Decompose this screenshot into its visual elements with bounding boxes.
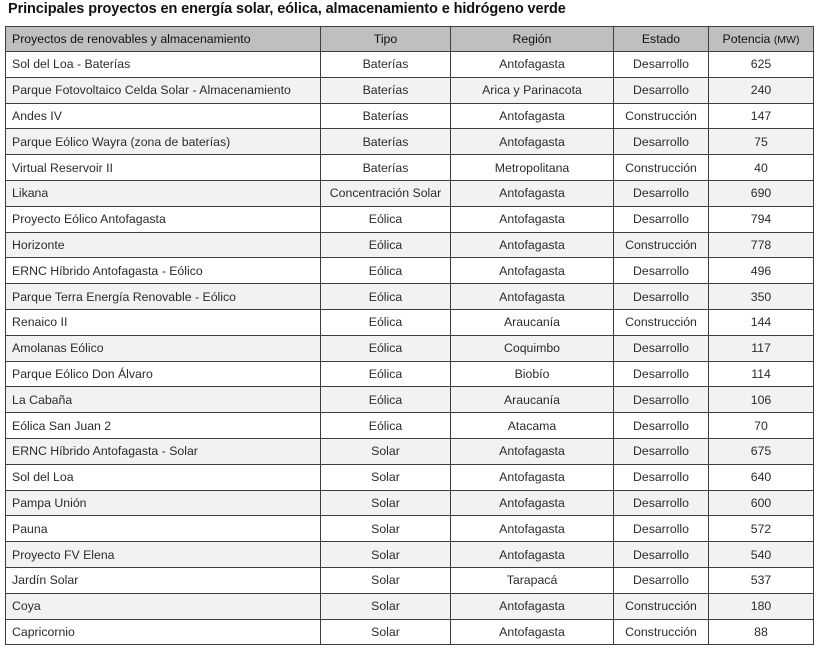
cell-project-name: Coya (6, 593, 321, 619)
projects-table-container (5, 26, 813, 645)
table-row[interactable] (6, 103, 814, 129)
table-row[interactable] (6, 232, 814, 258)
cell-project-power: 794 (709, 206, 814, 232)
cell-project-name: Pauna (6, 516, 321, 542)
cell-project-name: Parque Fotovoltaico Celda Solar - Almacenamiento (6, 77, 321, 103)
cell-project-type: Solar (321, 567, 451, 593)
cell-project-state: Desarrollo (614, 567, 709, 593)
cell-project-region: Metropolitana (451, 155, 614, 181)
cell-project-name: Proyecto FV Elena (6, 542, 321, 568)
cell-project-type: Eólica (321, 335, 451, 361)
table-row[interactable] (6, 619, 814, 645)
cell-project-type: Solar (321, 593, 451, 619)
cell-project-state: Desarrollo (614, 464, 709, 490)
cell-project-region: Antofagasta (451, 438, 614, 464)
cell-project-type: Eólica (321, 284, 451, 310)
table-row[interactable] (6, 361, 814, 387)
cell-project-region: Tarapacá (451, 567, 614, 593)
cell-project-state: Desarrollo (614, 206, 709, 232)
cell-project-name: Parque Terra Energía Renovable - Eólico (6, 284, 321, 310)
cell-project-region: Antofagasta (451, 593, 614, 619)
table-row[interactable] (6, 516, 814, 542)
cell-project-power: 690 (709, 180, 814, 206)
cell-project-power: 572 (709, 516, 814, 542)
cell-project-state: Desarrollo (614, 52, 709, 78)
cell-project-name: Renaico II (6, 309, 321, 335)
cell-project-state: Desarrollo (614, 413, 709, 439)
cell-project-type: Baterías (321, 129, 451, 155)
cell-project-name: Parque Eólico Don Álvaro (6, 361, 321, 387)
cell-project-region: Biobío (451, 361, 614, 387)
cell-project-region: Antofagasta (451, 180, 614, 206)
cell-project-state: Desarrollo (614, 387, 709, 413)
cell-project-type: Eólica (321, 232, 451, 258)
cell-project-name: ERNC Híbrido Antofagasta - Solar (6, 438, 321, 464)
cell-project-type: Baterías (321, 155, 451, 181)
cell-project-name: Pampa Unión (6, 490, 321, 516)
cell-project-name: Sol del Loa - Baterías (6, 52, 321, 78)
cell-project-state: Desarrollo (614, 542, 709, 568)
cell-project-region: Antofagasta (451, 232, 614, 258)
projects-table (5, 26, 814, 645)
cell-project-region: Antofagasta (451, 464, 614, 490)
cell-project-name: Amolanas Eólico (6, 335, 321, 361)
cell-project-power: 240 (709, 77, 814, 103)
cell-project-name: La Cabaña (6, 387, 321, 413)
cell-project-region: Antofagasta (451, 206, 614, 232)
table-row[interactable] (6, 542, 814, 568)
cell-project-name: Eólica San Juan 2 (6, 413, 321, 439)
column-header-power-text: Potencia (722, 32, 774, 46)
table-body (6, 52, 814, 645)
cell-project-region: Araucanía (451, 309, 614, 335)
cell-project-name: Jardín Solar (6, 567, 321, 593)
cell-project-type: Solar (321, 490, 451, 516)
cell-project-type: Eólica (321, 206, 451, 232)
cell-project-state: Construcción (614, 155, 709, 181)
column-header-type[interactable]: Tipo (321, 27, 451, 52)
cell-project-state: Desarrollo (614, 490, 709, 516)
cell-project-region: Antofagasta (451, 516, 614, 542)
cell-project-type: Baterías (321, 77, 451, 103)
cell-project-power: 540 (709, 542, 814, 568)
column-header-state[interactable]: Estado (614, 27, 709, 52)
cell-project-type: Baterías (321, 103, 451, 129)
cell-project-name: Sol del Loa (6, 464, 321, 490)
cell-project-type: Solar (321, 438, 451, 464)
cell-project-power: 778 (709, 232, 814, 258)
cell-project-state: Desarrollo (614, 361, 709, 387)
cell-project-type: Solar (321, 464, 451, 490)
cell-project-state: Desarrollo (614, 180, 709, 206)
cell-project-name: Capricornio (6, 619, 321, 645)
cell-project-region: Antofagasta (451, 129, 614, 155)
cell-project-region: Atacama (451, 413, 614, 439)
cell-project-region: Antofagasta (451, 490, 614, 516)
cell-project-state: Construcción (614, 593, 709, 619)
table-row[interactable] (6, 284, 814, 310)
cell-project-type: Baterías (321, 52, 451, 78)
cell-project-power: 180 (709, 593, 814, 619)
table-row[interactable] (6, 387, 814, 413)
cell-project-state: Desarrollo (614, 516, 709, 542)
cell-project-state: Construcción (614, 232, 709, 258)
cell-project-power: 106 (709, 387, 814, 413)
cell-project-type: Solar (321, 619, 451, 645)
cell-project-power: 144 (709, 309, 814, 335)
cell-project-state: Construcción (614, 103, 709, 129)
cell-project-state: Desarrollo (614, 438, 709, 464)
cell-project-power: 147 (709, 103, 814, 129)
cell-project-state: Desarrollo (614, 129, 709, 155)
table-row[interactable] (6, 593, 814, 619)
table-row[interactable] (6, 438, 814, 464)
cell-project-power: 675 (709, 438, 814, 464)
cell-project-power: 496 (709, 258, 814, 284)
column-header-project[interactable]: Proyectos de renovables y almacenamiento (6, 27, 321, 52)
table-row[interactable] (6, 258, 814, 284)
cell-project-state: Construcción (614, 619, 709, 645)
cell-project-state: Desarrollo (614, 335, 709, 361)
cell-project-name: Likana (6, 180, 321, 206)
table-row[interactable] (6, 464, 814, 490)
page-title: Principales proyectos en energía solar, eólica, almacenamiento e hidrógeno verde (8, 1, 566, 17)
cell-project-power: 114 (709, 361, 814, 387)
cell-project-power: 70 (709, 413, 814, 439)
cell-project-name: ERNC Híbrido Antofagasta - Eólico (6, 258, 321, 284)
cell-project-power: 625 (709, 52, 814, 78)
cell-project-type: Solar (321, 516, 451, 542)
cell-project-type: Solar (321, 542, 451, 568)
cell-project-type: Eólica (321, 387, 451, 413)
cell-project-region: Antofagasta (451, 542, 614, 568)
table-row[interactable] (6, 309, 814, 335)
cell-project-power: 117 (709, 335, 814, 361)
cell-project-state: Desarrollo (614, 258, 709, 284)
cell-project-type: Concentración Solar (321, 180, 451, 206)
cell-project-state: Desarrollo (614, 284, 709, 310)
cell-project-name: Virtual Reservoir II (6, 155, 321, 181)
cell-project-state: Construcción (614, 309, 709, 335)
cell-project-power: 640 (709, 464, 814, 490)
table-row[interactable] (6, 155, 814, 181)
table-header (6, 27, 814, 52)
cell-project-region: Antofagasta (451, 619, 614, 645)
cell-project-name: Andes IV (6, 103, 321, 129)
cell-project-type: Eólica (321, 258, 451, 284)
column-header-region[interactable]: Región (451, 27, 614, 52)
column-header-power[interactable] (709, 27, 814, 52)
table-row[interactable] (6, 490, 814, 516)
cell-project-power: 600 (709, 490, 814, 516)
cell-project-region: Coquimbo (451, 335, 614, 361)
cell-project-region: Antofagasta (451, 103, 614, 129)
column-header-power-unit: (MW) (773, 34, 800, 46)
table-row[interactable] (6, 77, 814, 103)
table-row[interactable] (6, 180, 814, 206)
cell-project-region: Araucanía (451, 387, 614, 413)
cell-project-name: Proyecto Eólico Antofagasta (6, 206, 321, 232)
cell-project-name: Horizonte (6, 232, 321, 258)
table-row[interactable] (6, 206, 814, 232)
table-row[interactable] (6, 335, 814, 361)
cell-project-state: Desarrollo (614, 77, 709, 103)
table-header-row (6, 27, 814, 52)
table-row[interactable] (6, 129, 814, 155)
cell-project-power: 75 (709, 129, 814, 155)
cell-project-region: Antofagasta (451, 258, 614, 284)
table-row[interactable] (6, 52, 814, 78)
cell-project-power: 350 (709, 284, 814, 310)
cell-project-region: Antofagasta (451, 52, 614, 78)
cell-project-name: Parque Eólico Wayra (zona de baterías) (6, 129, 321, 155)
table-row[interactable] (6, 567, 814, 593)
cell-project-type: Eólica (321, 413, 451, 439)
cell-project-type: Eólica (321, 309, 451, 335)
cell-project-power: 88 (709, 619, 814, 645)
cell-project-power: 537 (709, 567, 814, 593)
cell-project-power: 40 (709, 155, 814, 181)
cell-project-region: Arica y Parinacota (451, 77, 614, 103)
table-row[interactable] (6, 413, 814, 439)
cell-project-type: Eólica (321, 361, 451, 387)
cell-project-region: Antofagasta (451, 284, 614, 310)
